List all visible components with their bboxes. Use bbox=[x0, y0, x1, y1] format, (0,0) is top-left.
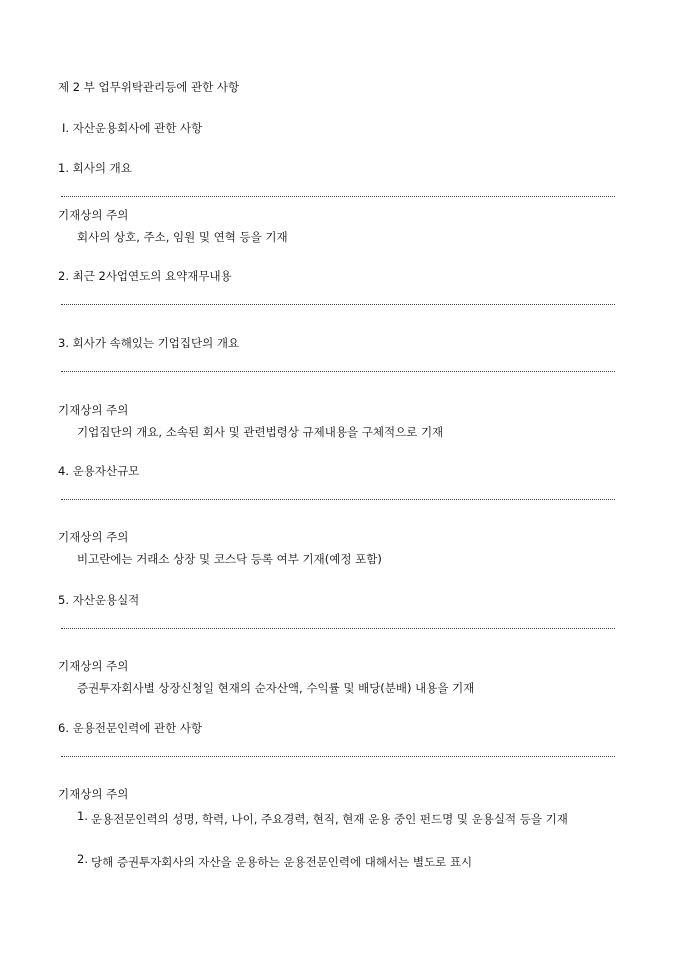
dotted-fill-line bbox=[61, 499, 615, 500]
dotted-fill-line bbox=[61, 756, 615, 757]
note-label: 기재상의 주의 bbox=[58, 787, 129, 801]
item-heading: 3. 회사가 속해있는 기업집단의 개요 bbox=[58, 336, 240, 350]
note-text: 비고란에는 거래소 상장 및 코스닥 등록 여부 기재(예정 포함) bbox=[77, 552, 382, 566]
part-title: 제 2 부 업무위탁관리등에 관한 사항 bbox=[58, 80, 240, 94]
note-list-item bbox=[77, 853, 625, 871]
note-list-text: 당해 증권투자회사의 자산을 운용하는 운용전문인력에 대해서는 별도로 표시 bbox=[91, 855, 473, 869]
note-list-item bbox=[77, 810, 625, 828]
item-heading: 2. 최근 2사업연도의 요약재무내용 bbox=[58, 269, 232, 283]
dotted-fill-line bbox=[61, 304, 615, 305]
dotted-fill-line bbox=[61, 628, 615, 629]
item-heading: 6. 운용전문인력에 관한 사항 bbox=[58, 721, 203, 735]
note-list-text: 운용전문인력의 성명, 학력, 나이, 주요경력, 현직, 현재 운용 중인 펀드명 및 운용실적 등을 기재 bbox=[91, 812, 568, 826]
note-label: 기재상의 주의 bbox=[58, 530, 129, 544]
note-list-number: 2. bbox=[77, 852, 88, 866]
dotted-fill-line bbox=[61, 196, 615, 197]
item-heading: 1. 회사의 개요 bbox=[58, 161, 132, 175]
note-text: 증권투자회사별 상장신청일 현재의 순자산액, 수익률 및 배당(분배) 내용을 기재 bbox=[77, 681, 475, 695]
note-label: 기재상의 주의 bbox=[58, 208, 129, 222]
note-text: 기업집단의 개요, 소속된 회사 및 관련법령상 규제내용을 구체적으로 기재 bbox=[77, 425, 444, 439]
item-heading: 4. 운용자산규모 bbox=[58, 464, 140, 478]
section-title: Ⅰ. 자산운용회사에 관한 사항 bbox=[62, 121, 203, 135]
note-label: 기재상의 주의 bbox=[58, 659, 129, 673]
note-text: 회사의 상호, 주소, 임원 및 연혁 등을 기재 bbox=[77, 230, 288, 244]
dotted-fill-line bbox=[61, 371, 615, 372]
note-label: 기재상의 주의 bbox=[58, 403, 129, 417]
item-heading: 5. 자산운용실적 bbox=[58, 593, 140, 607]
note-list-number: 1. bbox=[77, 809, 88, 823]
